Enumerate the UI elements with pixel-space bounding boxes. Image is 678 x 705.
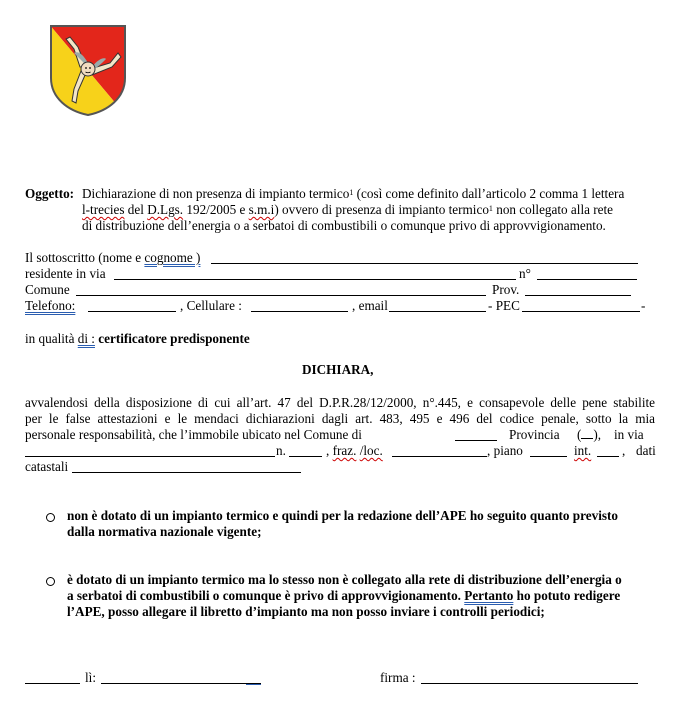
dichiara-heading: DICHIARA, bbox=[302, 362, 374, 377]
n-label: n. bbox=[276, 443, 286, 458]
option-2-radio[interactable] bbox=[46, 577, 55, 586]
nome-cognome-field[interactable] bbox=[211, 263, 638, 264]
provincia-label: Provincia bbox=[509, 427, 560, 442]
comune-label: Comune bbox=[25, 282, 70, 297]
data-field-mark bbox=[246, 684, 261, 685]
option-2-line-3: l’APE, posso allegare il libretto d’impianto ma non posso inviare i controlli periodici; bbox=[67, 604, 545, 619]
oggetto-line-2: l-trecies del D.Lgs. 192/2005 e s.m.i) ovvero di presenza di impianto termico$^1$ non collegato alla rete bbox=[82, 202, 614, 217]
prov-label: Prov. bbox=[492, 282, 520, 297]
numero-label: n° bbox=[519, 266, 531, 281]
option-1-line-1: non è dotato di un impianto termico e quindi per la redazione dell’APE ho seguito quanto previsto bbox=[67, 508, 618, 523]
int-field[interactable] bbox=[597, 456, 619, 457]
cellulare-field[interactable] bbox=[251, 311, 348, 312]
via-field[interactable] bbox=[114, 279, 516, 280]
comune-immobile-field[interactable] bbox=[455, 440, 497, 441]
sottoscritto-row: Il sottoscritto (nome e cognome ) bbox=[25, 250, 201, 265]
telefono-label: Telefono: bbox=[25, 298, 76, 313]
qualita-row: in qualità di : certificatore predisponente bbox=[25, 331, 250, 346]
pec-field[interactable] bbox=[522, 311, 640, 312]
n-field[interactable] bbox=[289, 456, 322, 457]
option-2-line-2: a serbatoi di combustibili o comunque è privo di approvvigionamento. Pertanto ho potuto redigere bbox=[67, 588, 621, 603]
email-field[interactable] bbox=[389, 311, 486, 312]
via-immobile-field[interactable] bbox=[25, 456, 275, 457]
oggetto-label: Oggetto: bbox=[25, 186, 75, 201]
cellulare-label: , Cellulare : bbox=[180, 298, 242, 313]
int-comma: , bbox=[622, 443, 626, 458]
provincia-paren: ( ), bbox=[577, 427, 602, 442]
trinacria-crest-icon bbox=[48, 23, 128, 118]
int-label: int. bbox=[574, 443, 592, 458]
pec-dash: - bbox=[641, 298, 646, 313]
oggetto-line-3: di distribuzione dell’energia o a serbatoi di combustibili o comunque privo di approvvigionamento. bbox=[82, 218, 606, 233]
pec-label: - PEC bbox=[488, 298, 520, 313]
piano-field[interactable] bbox=[530, 456, 567, 457]
dati-label: dati bbox=[636, 443, 656, 458]
luogo-field[interactable] bbox=[25, 683, 80, 684]
comune-field[interactable] bbox=[76, 295, 486, 296]
option-1-radio[interactable] bbox=[46, 513, 55, 522]
body-line-3: personale responsabilità, che l’immobile ubicato nel Comune di bbox=[25, 427, 362, 442]
option-1-line-2: dalla normativa nazionale vigente; bbox=[67, 524, 262, 539]
body-line-2: per le false attestazioni e le mendaci dichiarazioni dagli art. 483, 495 e 496 del codice penale, sotto la mia bbox=[25, 411, 655, 426]
firma-field[interactable] bbox=[421, 683, 638, 684]
li-label: lì: bbox=[85, 670, 96, 685]
piano-label: , piano bbox=[487, 443, 523, 458]
body-line-1: avvalendosi della disposizione di cui all’art. 47 del D.P.R.28/12/2000, n°.445, e consapevole delle pene stabilite bbox=[25, 395, 655, 410]
oggetto-line-1: Dichiarazione di non presenza di impianto termico$^1$ (così come definito dall’articolo 2 comma 1 lettera bbox=[82, 186, 625, 201]
option-2-line-1: è dotato di un impianto termico ma lo stesso non è collegato alla rete di distribuzione dell’energia o bbox=[67, 572, 622, 587]
firma-label: firma : bbox=[380, 670, 416, 685]
email-label: , email bbox=[352, 298, 388, 313]
prov-field[interactable] bbox=[525, 295, 631, 296]
catastali-label: catastali bbox=[25, 459, 69, 474]
in-via-label: in via bbox=[614, 427, 644, 442]
residente-label: residente in via bbox=[25, 266, 106, 281]
numero-field[interactable] bbox=[537, 279, 637, 280]
fraz-field[interactable] bbox=[392, 456, 487, 457]
fraz-label: , fraz. /loc. bbox=[326, 443, 383, 458]
catastali-field[interactable] bbox=[72, 472, 301, 473]
telefono-field[interactable] bbox=[88, 311, 176, 312]
data-field[interactable] bbox=[101, 683, 261, 684]
